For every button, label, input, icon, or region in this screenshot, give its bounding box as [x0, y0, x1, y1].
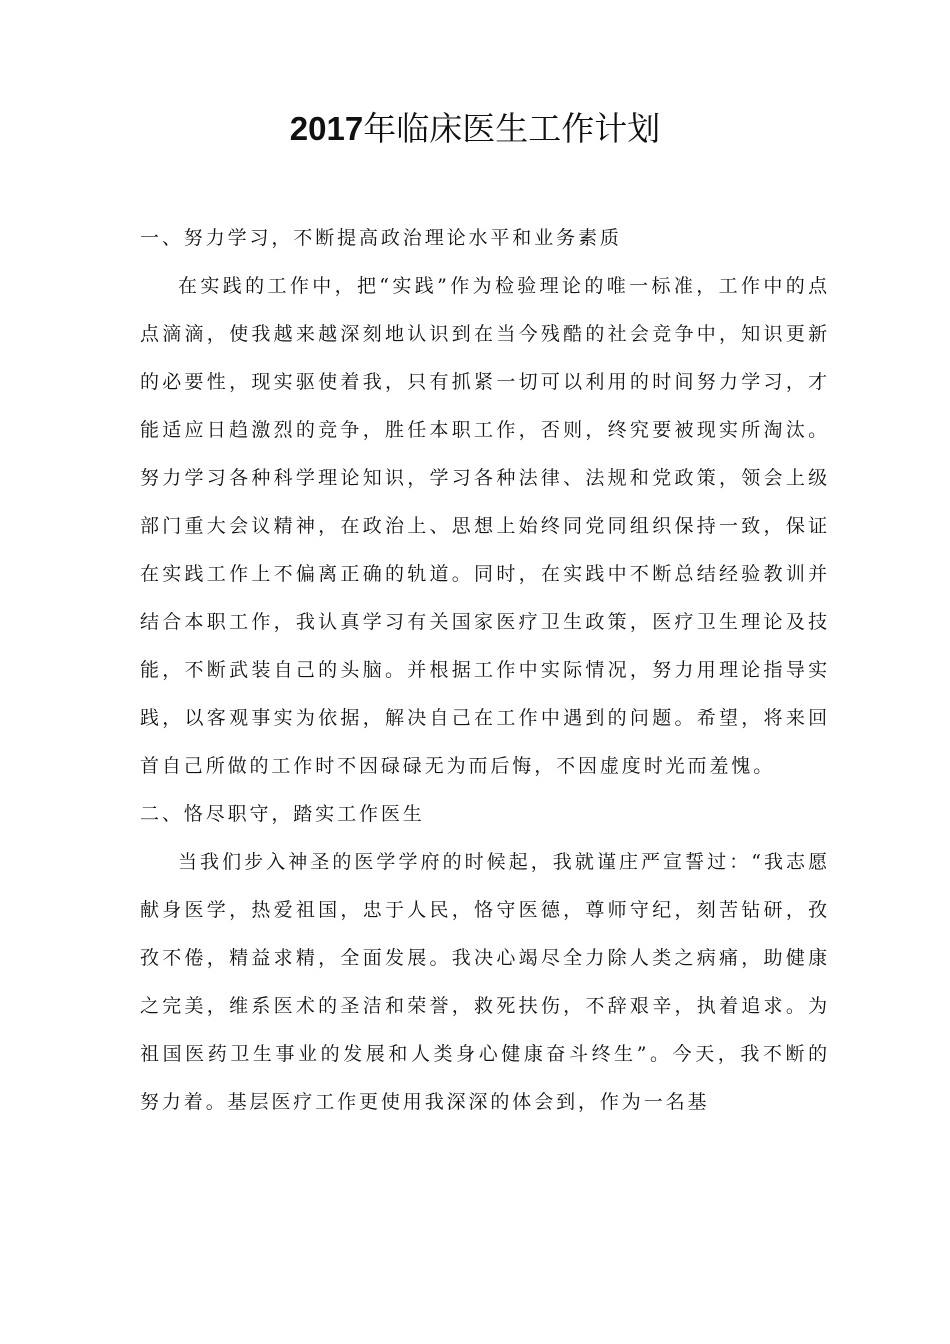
section-heading-1: 一、努力学习，不断提高政治理论水平和业务素质 [140, 227, 622, 249]
section-heading-2: 二、恪尽职守，踏实工作医生 [140, 803, 425, 825]
section-paragraph-1: 在实践的工作中，把“实践”作为检验理论的唯一标准，工作中的点点滴滴，使我越来越深刻地认识到在当今残酷的社会竞争中，知识更新的必要性，现实驱使着我，只有抓紧一切可以利用的时间努力学习，才能适应日趋激烈的竞争，胜任本职工作，否则，终究要被现实所淘汰。努力学习各种科学理论知识，学习各种法律、法规和党政策，领会上级部门重大会议精神，在政治上、思想上始终同党同组织保持一致，保证在实践工作上不偏离正确的轨道。同时，在实践中不断总结经验教训并结合本职工作，我认真学习有关国家医疗卫生政策，医疗卫生理论及技能，不断武装自己的头脑。并根据工作中实际情况，努力用理论指导实践，以客观事实为依据，解决自己在工作中遇到的问题。希望，将来回首自己所做的工作时不因碌碌无为而后悔，不因虚度时光而羞愧。 [140, 275, 830, 777]
document-body [140, 214, 830, 1126]
document-title [0, 104, 950, 154]
title-text: 年临床医生工作计划 [363, 109, 661, 148]
section-paragraph-2: 当我们步入神圣的医学学府的时候起，我就谨庄严宣誓过：“我志愿献身医学，热爱祖国，忠于人民，恪守医德，尊师守纪，刻苦钻研，孜孜不倦，精益求精，全面发展。我决心竭尽全力除人类之病痛，助健康之完美，维系医术的圣洁和荣誉，救死扶伤，不辞艰辛，执着追求。为祖国医药卫生事业的发展和人类身心健康奋斗终生”。今天，我不断的努力着。基层医疗工作更使用我深深的体会到，作为一名基 [140, 851, 830, 1113]
title-year: 2017 [289, 110, 364, 147]
